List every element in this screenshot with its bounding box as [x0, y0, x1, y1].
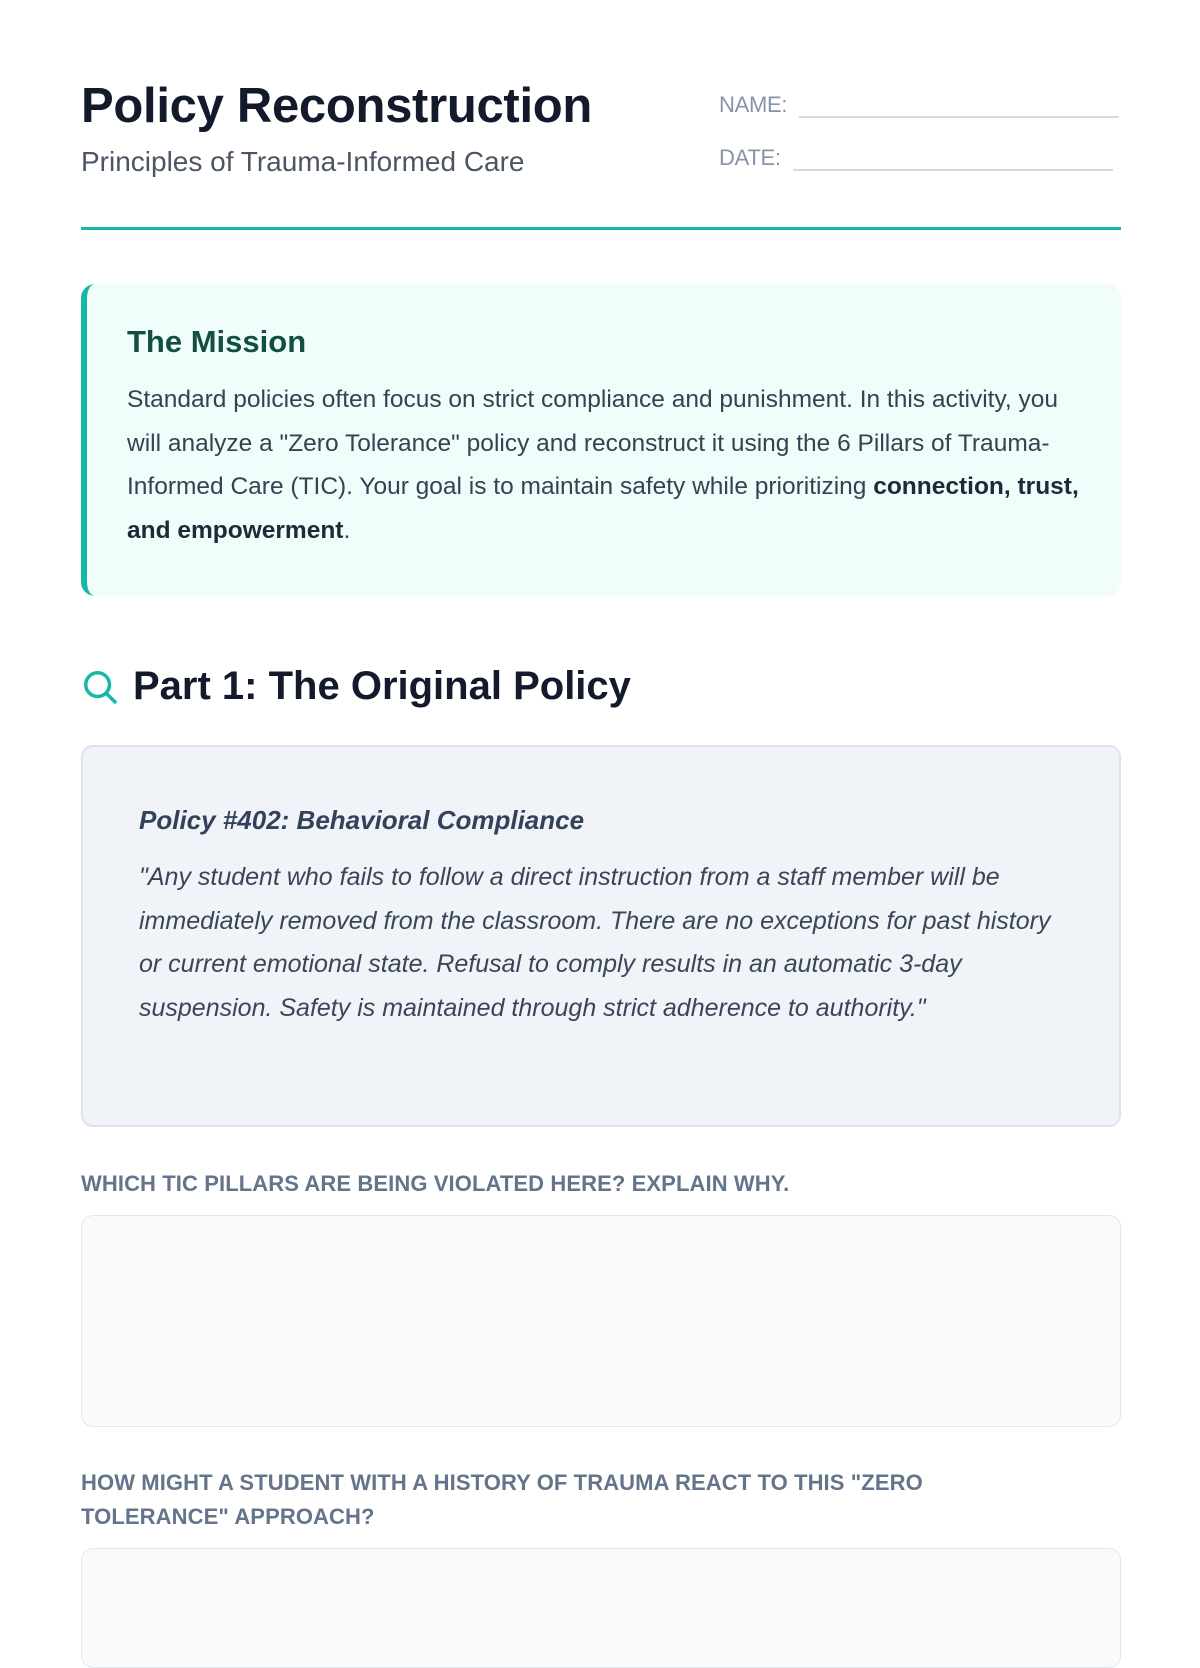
- question-2-prompt: HOW MIGHT A STUDENT WITH A HISTORY OF TRAUMA REACT TO THIS "ZERO TOLERANCE" APPROACH?: [81, 1470, 923, 1529]
- mission-body-emphasis: connection, trust, and empowerment: [127, 473, 1079, 544]
- mission-body-end: .: [343, 516, 351, 544]
- date-field: [719, 141, 1113, 171]
- search-icon: [81, 668, 119, 706]
- mission-body-text: Standard policies often focus on strict compliance and punishment. In this activity, you will analyze a "Zero Tolerance" policy and reconstruct it using the 6 Pillars of Trauma-Informed Care (TIC). Your goal is to maintain safety while prioritizing: [127, 386, 1059, 500]
- mission-body: [127, 378, 1081, 552]
- part1-heading: [81, 664, 631, 709]
- part1-title: Part 1: The Original Policy: [133, 664, 631, 708]
- name-label: NAME:: [719, 92, 788, 117]
- question-2-answer-box[interactable]: [81, 1548, 1121, 1668]
- date-label: DATE:: [719, 145, 781, 170]
- policy-title: Policy #402: Behavioral Compliance: [139, 805, 585, 835]
- question-1-answer-box[interactable]: [81, 1215, 1121, 1427]
- policy-box: [81, 745, 1121, 1127]
- name-field: [719, 88, 1119, 118]
- name-input-line[interactable]: [799, 88, 1119, 118]
- mission-heading: The Mission: [127, 324, 307, 359]
- mission-callout: [81, 284, 1121, 596]
- page-title: Policy Reconstruction: [81, 79, 593, 133]
- header: [81, 78, 1121, 230]
- question-1-prompt: WHICH TIC PILLARS ARE BEING VIOLATED HERE? EXPLAIN WHY.: [81, 1171, 790, 1196]
- policy-text: "Any student who fails to follow a direct instruction from a staff member will be immediately removed from the classroom. There are no exceptions for past history or current emotional state. Refusal to comply results in an automatic 3-day suspension. Safety is maintained through strict adherence to authority.": [139, 863, 1051, 1022]
- page-subtitle: Principles of Trauma-Informed Care: [81, 146, 525, 177]
- date-input-line[interactable]: [793, 141, 1113, 171]
- header-divider: [81, 227, 1121, 230]
